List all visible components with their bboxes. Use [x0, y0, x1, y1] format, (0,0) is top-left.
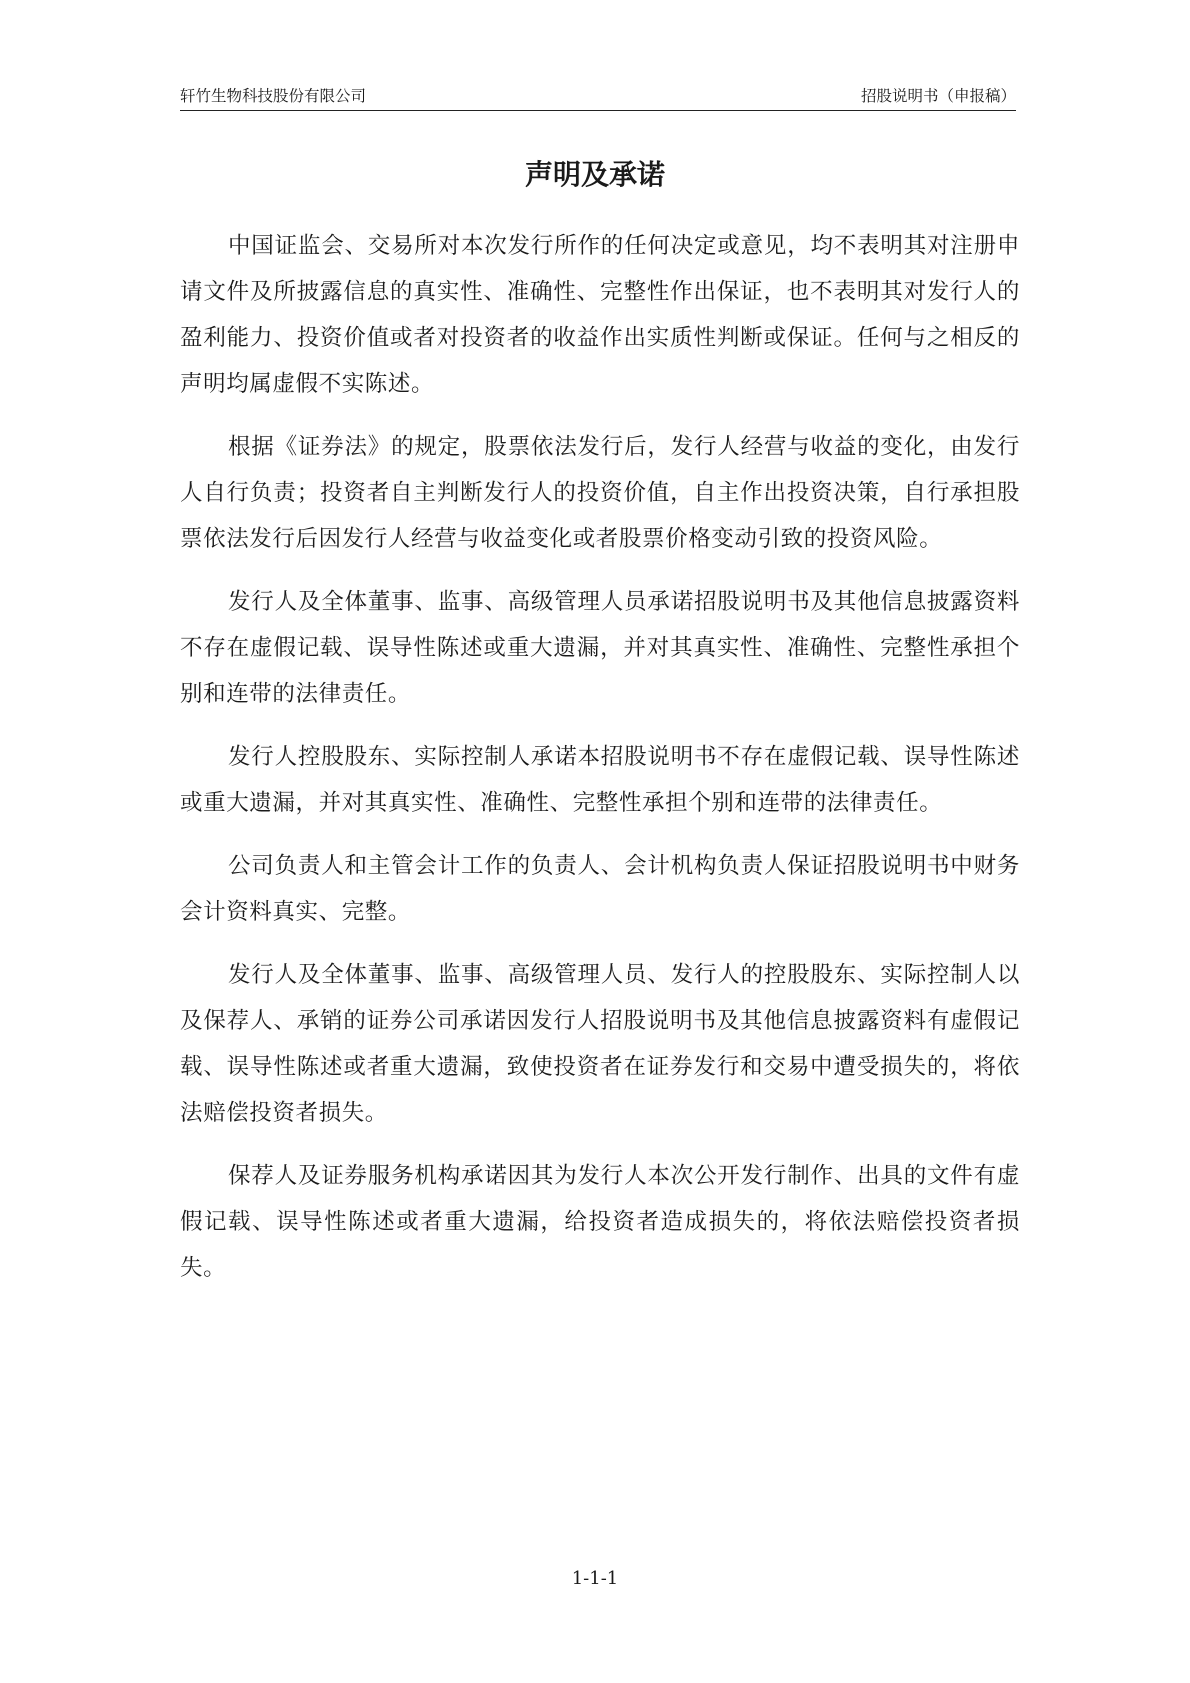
paragraph-compensation-commitment: 发行人及全体董事、监事、高级管理人员、发行人的控股股东、实际控制人以及保荐人、承销的证券公司承诺因发行人招股说明书及其他信息披露资料有虚假记载、误导性陈述或者重大遗漏，致使投资者在证券发行和交易中遭受损失的，将依法赔偿投资者损失。	[180, 962, 1020, 1126]
paragraph-sponsor-commitment: 保荐人及证券服务机构承诺因其为发行人本次公开发行制作、出具的文件有虚假记载、误导性陈述或者重大遗漏，给投资者造成损失的，将依法赔偿投资者损失。	[180, 1163, 1020, 1281]
document-body	[180, 223, 1020, 1308]
header-document-type: 招股说明书（申报稿）	[860, 87, 1016, 105]
paragraph-regulator-disclaimer: 中国证监会、交易所对本次发行所作的任何决定或意见，均不表明其对注册申请文件及所披露信息的真实性、准确性、完整性作出保证，也不表明其对发行人的盈利能力、投资价值或者对投资者的收益作出实质性判断或保证。任何与之相反的声明均属虚假不实陈述。	[180, 233, 1020, 397]
page-number: 1-1-1	[571, 1568, 619, 1589]
paragraph-issuer-commitment: 发行人及全体董事、监事、高级管理人员承诺招股说明书及其他信息披露资料不存在虚假记载、误导性陈述或重大遗漏，并对其真实性、准确性、完整性承担个别和连带的法律责任。	[180, 589, 1020, 707]
paragraph-accounting-guarantee: 公司负责人和主管会计工作的负责人、会计机构负责人保证招股说明书中财务会计资料真实、完整。	[180, 853, 1020, 925]
paragraph-securities-law-risk: 根据《证券法》的规定，股票依法发行后，发行人经营与收益的变化，由发行人自行负责；投资者自主判断发行人的投资价值，自主作出投资决策，自行承担股票依法发行后因发行人经营与收益变化或者股票价格变动引致的投资风险。	[180, 434, 1020, 552]
paragraph-controller-commitment: 发行人控股股东、实际控制人承诺本招股说明书不存在虚假记载、误导性陈述或重大遗漏，并对其真实性、准确性、完整性承担个别和连带的法律责任。	[180, 744, 1020, 816]
page-title: 声明及承诺	[524, 158, 665, 191]
page-header	[180, 82, 1016, 111]
header-company-name: 轩竹生物科技股份有限公司	[180, 87, 367, 105]
